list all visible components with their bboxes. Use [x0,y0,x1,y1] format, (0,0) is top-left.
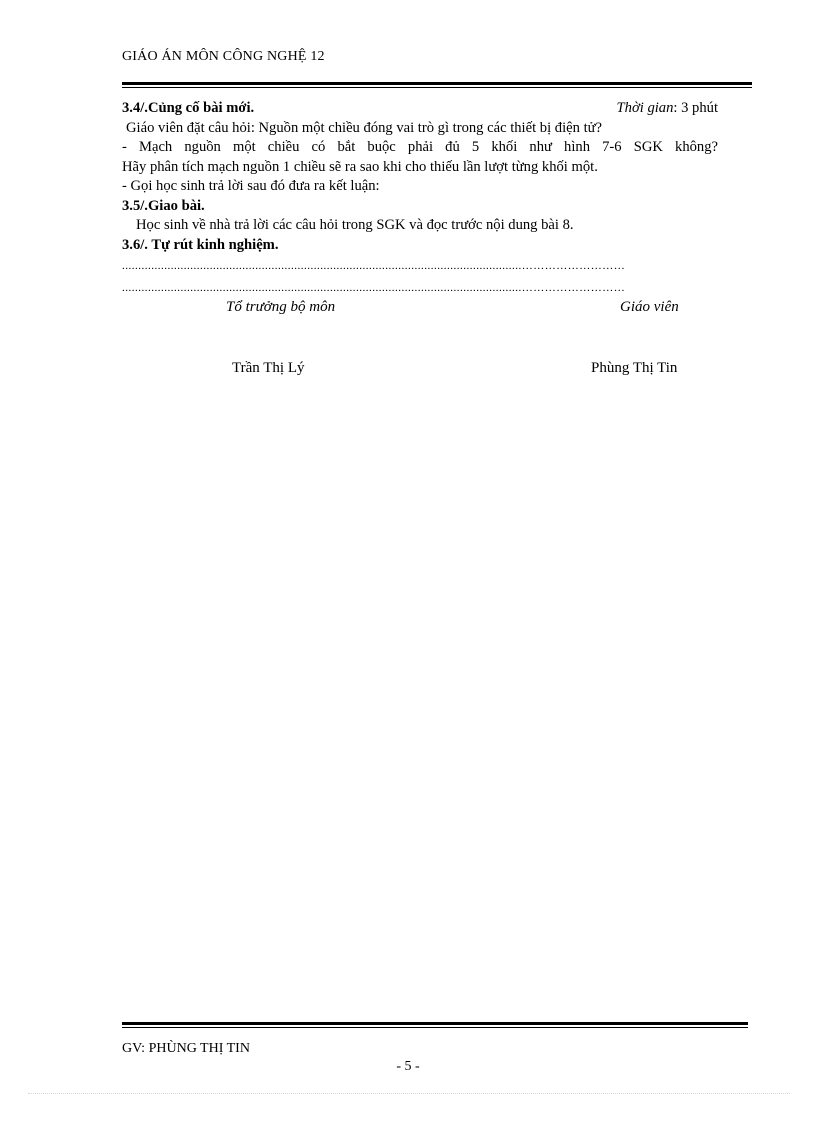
time-value: : 3 phút [673,100,718,116]
signature-right-title: Giáo viên [620,299,679,315]
signature-right-name: Phùng Thị Tin [591,360,678,376]
time-label: Thời gian [616,100,674,116]
footer-rule-thin [122,1027,748,1028]
section-3-4-line: Giáo viên đặt câu hỏi: Nguồn một chiều đóng vai trò gì trong các thiết bị điện tử? [126,119,603,136]
header-rule-thin [122,87,752,88]
signature-left-title: Tổ trưởng bộ môn [226,299,336,315]
section-3-5-line: Học sinh về nhà trả lời các câu hỏi trong SGK và đọc trước nội dung bài 8. [136,217,574,233]
signature-left-name: Trần Thị Lý [232,360,305,376]
section-3-4-heading: 3.4/.Củng cố bài mới. [122,100,255,116]
header-rule-thick [122,82,752,85]
time-allotment [617,99,718,119]
dotted-writing-line: ...........................................................................................................................……………………… [122,282,626,294]
section-3-4-line: Hãy phân tích mạch nguồn 1 chiều sẽ ra sao khi cho thiếu lần lượt từng khối một. [122,158,598,175]
footer-rule-thick [122,1022,748,1025]
dotted-writing-line: ...........................................................................................................................……………………… [122,260,626,272]
footer-author: GV: PHÙNG THỊ TIN [122,1041,250,1056]
section-3-4-line: - Mạch nguồn một chiều có bắt buộc phải đủ 5 khối như hình 7-6 SGK không? [122,139,718,155]
document-body [122,99,718,299]
page-edge-divider [28,1093,790,1094]
document-header-title: GIÁO ÁN MÔN CÔNG NGHỆ 12 [122,49,325,64]
section-3-5-heading: 3.5/.Giao bài. [122,197,205,214]
section-3-4-heading-row [122,99,718,119]
section-3-4-line: - Gọi học sinh trả lời sau đó đưa ra kết luận: [122,178,380,194]
section-3-6-heading: 3.6/. Tự rút kinh nghiệm. [122,236,279,253]
page-number: - 5 - [396,1059,420,1074]
